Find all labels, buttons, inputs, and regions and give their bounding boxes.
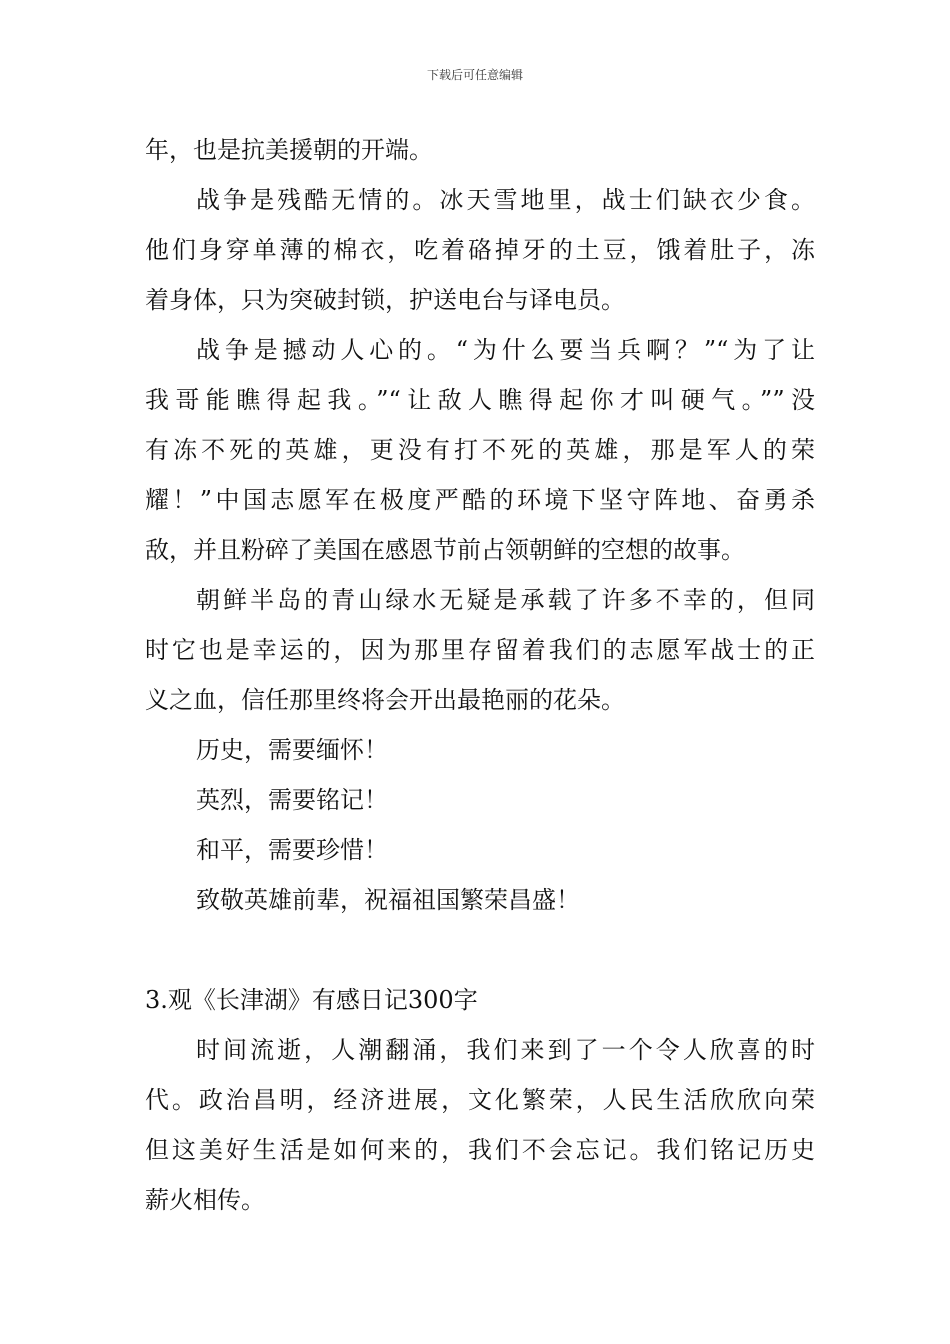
- text-line: 时它也是幸运的，因为那里存留着我们的志愿军战士的正: [145, 636, 815, 664]
- text-line: 代。政治昌明，经济进展，文化繁荣，人民生活欣欣向荣: [145, 1086, 815, 1114]
- text-line: 薪火相传。: [145, 1186, 265, 1214]
- text-line: 战争是撼动人心的。“为什么要当兵啊？”“为了让: [196, 336, 815, 364]
- text-line: 着身体，只为突破封锁，护送电台与译电员。: [145, 286, 625, 314]
- text-line: 英烈，需要铭记！: [196, 786, 388, 814]
- section-heading: 3.观《长津湖》有感日记300字: [145, 986, 478, 1014]
- text-line: 耀！”中国志愿军在极度严酷的环境下坚守阵地、奋勇杀: [145, 486, 815, 514]
- text-line: 我哥能瞧得起我。”“让敌人瞧得起你才叫硬气。””没: [145, 386, 815, 414]
- text-line: 敌，并且粉碎了美国在感恩节前占领朝鲜的空想的故事。: [145, 536, 745, 564]
- text-line: 他们身穿单薄的棉衣，吃着硌掉牙的土豆，饿着肚子，冻: [145, 236, 815, 264]
- text-line: 年，也是抗美援朝的开端。: [145, 136, 433, 164]
- text-line: 致敬英雄前辈，祝福祖国繁荣昌盛！: [196, 886, 580, 914]
- text-line: 和平，需要珍惜！: [196, 836, 388, 864]
- text-line: 义之血，信任那里终将会开出最艳丽的花朵。: [145, 686, 625, 714]
- text-line: 历史，需要缅怀！: [196, 736, 388, 764]
- text-line: 有冻不死的英雄，更没有打不死的英雄，那是军人的荣: [145, 436, 815, 464]
- text-line: 战争是残酷无情的。冰天雪地里，战士们缺衣少食。: [196, 186, 815, 214]
- text-line: 但这美好生活是如何来的，我们不会忘记。我们铭记历史: [145, 1136, 815, 1164]
- page-header: 下载后可任意编辑: [426, 68, 523, 82]
- text-line: 时间流逝，人潮翻涌，我们来到了一个令人欣喜的时: [196, 1036, 815, 1064]
- text-line: 朝鲜半岛的青山绿水无疑是承载了许多不幸的，但同: [196, 586, 815, 614]
